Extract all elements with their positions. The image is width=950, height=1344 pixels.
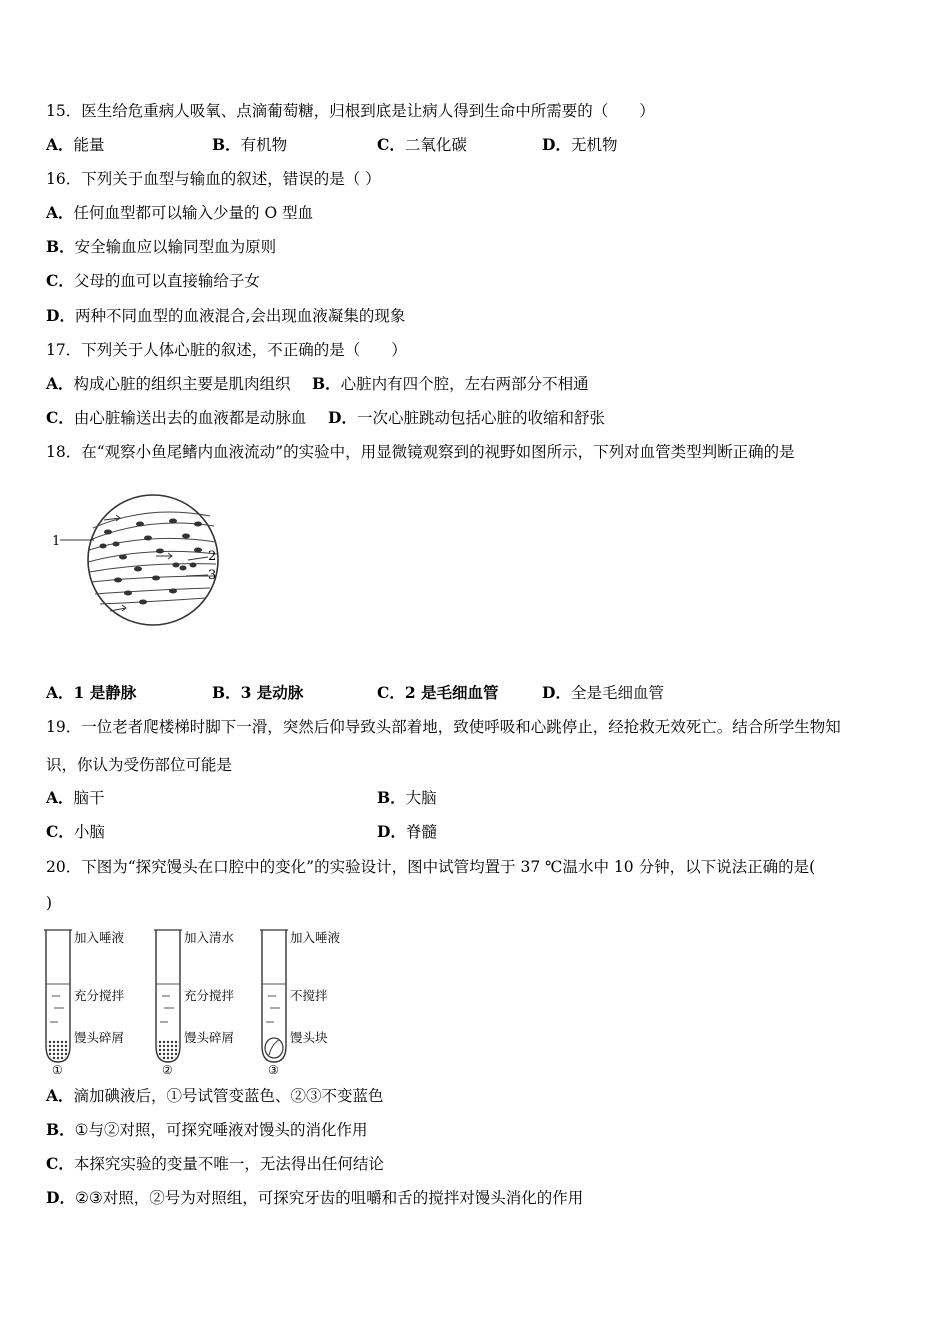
q16-stem: 16．下列关于血型与输血的叙述，错误的是（ ） (46, 170, 381, 188)
q18-option-c: C．2 是毛细血管 (377, 683, 499, 702)
q15-option-a: A．能量 (46, 135, 105, 154)
q17-option-a: A．构成心脏的组织主要是肌肉组织 (46, 374, 291, 393)
q15-stem: 15．医生给危重病人吸氧、点滴葡萄糖，归根到底是让病人得到生命中所需要的（ ） (46, 102, 655, 120)
fish-tail-microscope-figure (48, 490, 228, 640)
q15-option-b: B．有机物 (212, 135, 288, 154)
q17-option-d: D．一次心脏跳动包括心脏的收缩和舒张 (328, 408, 605, 427)
q19-option-d: D．脊髓 (377, 822, 437, 841)
q20-option-a: A．滴加碘液后，①号试管变蓝色、②③不变蓝色 (46, 1086, 384, 1105)
q19-option-b: B．大脑 (377, 788, 437, 807)
q15-option-c: C．二氧化碳 (377, 135, 467, 154)
test-tube-3 (260, 930, 341, 1076)
tube-1-mid-label: 充分搅拌 (74, 988, 125, 1003)
q17-option-c: C．由心脏输送出去的血液都是动脉血 (46, 408, 307, 427)
fig-label-2: 2 (208, 549, 217, 564)
q18-option-d: D．全是毛细血管 (542, 683, 664, 702)
tube-2-number: ② (162, 1063, 173, 1076)
q16-option-c: C．父母的血可以直接输给子女 (46, 271, 260, 290)
test-tube-1 (44, 930, 125, 1076)
tube-2-bottom-label: 馒头碎屑 (184, 1030, 235, 1045)
q20-option-c: C．本探究实验的变量不唯一，无法得出任何结论 (46, 1154, 384, 1173)
tube-2-mid-label: 充分搅拌 (184, 988, 235, 1003)
q19-stem-line2: 识，你认为受伤部位可能是 (46, 756, 233, 774)
q20-option-d: D．②③对照，②号为对照组，可探究牙齿的咀嚼和舌的搅拌对馒头消化的作用 (46, 1188, 584, 1207)
tube-2-top-label: 加入清水 (184, 930, 235, 945)
tube-1-top-label: 加入唾液 (74, 930, 125, 945)
fig-label-3: 3 (208, 568, 217, 583)
q17-stem: 17．下列关于人体心脏的叙述，不正确的是（ ） (46, 341, 407, 359)
test-tube-2 (154, 930, 235, 1076)
q19-stem-line1: 19．一位老者爬楼梯时脚下一滑，突然后仰导致头部着地，致使呼吸和心跳停止，经抢救无效死亡。结合所学生物知 (46, 718, 841, 736)
q16-option-b: B．安全输血应以输同型血为原则 (46, 237, 277, 256)
tube-1-bottom-label: 馒头碎屑 (74, 1030, 125, 1045)
q16-option-a: A．任何血型都可以输入少量的 O 型血 (46, 203, 314, 222)
q19-option-c: C．小脑 (46, 822, 105, 841)
q15-option-d: D．无机物 (542, 135, 618, 154)
q18-stem: 18．在“观察小鱼尾鳍内血液流动”的实验中，用显微镜观察到的视野如图所示，下列对血管类型判断正确的是 (46, 443, 795, 461)
tube-1-number: ① (52, 1063, 63, 1076)
tube-3-top-label: 加入唾液 (290, 930, 341, 945)
tube-3-number: ③ (268, 1063, 279, 1076)
tube-3-bottom-label: 馒头块 (290, 1030, 328, 1045)
tube-3-mid-label: 不搅拌 (290, 988, 328, 1003)
q20-stem-line2: ) (46, 894, 53, 912)
fig-label-1: 1 (52, 534, 61, 549)
q16-option-d: D．两种不同血型的血液混合,会出现血液凝集的现象 (46, 306, 406, 325)
q20-stem-line1: 20．下图为“探究馒头在口腔中的变化”的实验设计，图中试管均置于 37 ℃温水中 10 分钟，以下说法正确的是( (46, 858, 816, 876)
q19-option-a: A．脑干 (46, 788, 105, 807)
q20-option-b: B．①与②对照，可探究唾液对馒头的消化作用 (46, 1120, 368, 1139)
q18-option-a: A．1 是静脉 (46, 683, 137, 702)
q17-option-b: B．心脏内有四个腔，左右两部分不相通 (312, 374, 589, 393)
test-tube-experiment-figure (44, 924, 354, 1076)
q18-option-b: B．3 是动脉 (212, 683, 304, 702)
